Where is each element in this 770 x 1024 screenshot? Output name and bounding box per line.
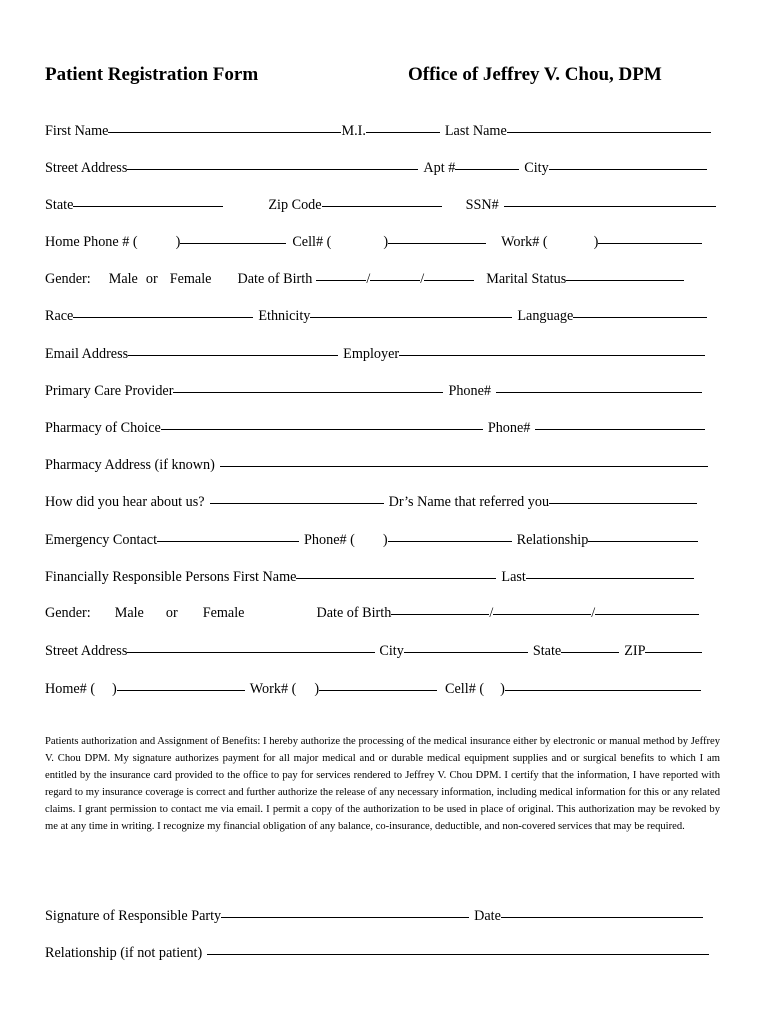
race-label: Race — [45, 308, 74, 324]
responsible-dob-month-field[interactable] — [391, 600, 489, 615]
responsible-work-label: Work# ( — [249, 681, 297, 697]
dob-year-field[interactable] — [424, 266, 474, 281]
referral-row — [45, 489, 725, 511]
home-phone-label: Home Phone # ( — [45, 234, 138, 250]
ssn-field[interactable] — [504, 192, 716, 207]
signature-label: Signature of Responsible Party — [45, 908, 222, 924]
signature-row — [45, 903, 725, 925]
first-name-label: First Name — [45, 123, 109, 139]
hear-label: How did you hear about us? — [45, 494, 205, 510]
pharmacy-phone-field[interactable] — [535, 415, 705, 430]
street-label: Street Address — [45, 160, 128, 176]
cell-field[interactable] — [388, 229, 486, 244]
pharmacy-address-label: Pharmacy Address (if known) — [45, 457, 215, 473]
city-label: City — [524, 160, 549, 176]
responsible-gender-row: Gender: Male or Female Date of Birth / / — [45, 600, 725, 622]
emergency-relationship-label: Relationship — [516, 532, 589, 548]
employer-label: Employer — [343, 346, 400, 362]
responsible-zip-field[interactable] — [645, 638, 702, 653]
apt-field[interactable] — [455, 155, 519, 170]
state-row — [45, 192, 725, 214]
relationship-row — [45, 940, 725, 962]
ssn-label: SSN# — [465, 197, 499, 213]
email-field[interactable] — [128, 341, 338, 356]
apt-label: Apt # — [423, 160, 456, 176]
form-title: Patient Registration Form — [45, 64, 259, 85]
responsible-or-text: or — [165, 605, 178, 621]
office-name: Office of Jeffrey V. Chou, DPM — [408, 64, 662, 85]
pharmacy-address-field[interactable] — [220, 452, 708, 467]
pharmacy-field[interactable] — [161, 415, 483, 430]
signature-relationship-label: Relationship (if not patient) — [45, 945, 203, 961]
pcp-label: Primary Care Provider — [45, 383, 174, 399]
language-field[interactable] — [573, 303, 707, 318]
name-row — [45, 118, 725, 140]
responsible-last-label: Last — [501, 569, 526, 585]
gender-label: Gender: — [45, 271, 91, 287]
pcp-phone-field[interactable] — [496, 378, 702, 393]
state-label: State — [45, 197, 74, 213]
responsible-home-label: Home# ( — [45, 681, 96, 697]
emergency-phone-label: Phone# ( — [304, 532, 355, 548]
responsible-city-field[interactable] — [404, 638, 528, 653]
race-field[interactable] — [73, 303, 253, 318]
emergency-relationship-field[interactable] — [588, 527, 698, 542]
zip-field[interactable] — [322, 192, 442, 207]
signature-field[interactable] — [221, 903, 469, 918]
responsible-street-field[interactable] — [127, 638, 375, 653]
signature-date-field[interactable] — [501, 903, 703, 918]
language-label: Language — [517, 308, 574, 324]
responsible-gender-label: Gender: — [45, 605, 91, 621]
dob-day-field[interactable] — [370, 266, 420, 281]
referred-label: Dr’s Name that referred you — [388, 494, 550, 510]
responsible-home-field[interactable] — [117, 676, 245, 691]
or-text: or — [145, 271, 158, 287]
dob-month-field[interactable] — [316, 266, 366, 281]
responsible-phone-row: Home# ( ) Work# ( ) Cell# ( ) — [45, 676, 725, 698]
dob-label: Date of Birth — [237, 271, 313, 287]
phone-row: Home Phone # ( ) Cell# ( ) Work# ( ) — [45, 229, 725, 251]
state-field[interactable] — [73, 192, 223, 207]
authorization-paragraph: Patients authorization and Assignment of Benefits: I hereby authorize the processing of the medical insurance either by electronic or manual method by Jeffrey V. Chou DPM. My signature authorizes payment for all major medical and or durable medical equipment supplies and or surgical benefits to which I am entitled by the insurance card provided to the office to pay for services rendered to Jeffrey V. Chou DPM. I certify that the information, I have reported with regard to my insurance coverage is correct and further authorize the release of any necessary information, including medical information for this or any related claims. I grant permission to contact me via email. I permit a copy of the authorization to be used in place of original. This authorization may be revoked by me at any time in writing. I recognize my financial obligation of any balance, co-insurance, deductible, and non-covered services that may be required. — [45, 736, 720, 832]
responsible-street-label: Street Address — [45, 643, 128, 659]
pharmacy-address-row — [45, 452, 725, 474]
zip-label: Zip Code — [268, 197, 322, 213]
responsible-state-field[interactable] — [561, 638, 619, 653]
responsible-first-field[interactable] — [296, 564, 496, 579]
pcp-phone-label: Phone# — [448, 383, 492, 399]
race-row — [45, 303, 725, 325]
pharmacy-phone-label: Phone# — [487, 420, 531, 436]
hear-field[interactable] — [210, 489, 384, 504]
responsible-male-option[interactable]: Male — [114, 605, 144, 621]
responsible-dob-day-field[interactable] — [493, 600, 591, 615]
last-name-label: Last Name — [444, 123, 507, 139]
ethnicity-field[interactable] — [310, 303, 512, 318]
emergency-phone-field[interactable] — [388, 527, 512, 542]
marital-field[interactable] — [566, 266, 684, 281]
emergency-field[interactable] — [157, 527, 299, 542]
first-name-field[interactable] — [108, 118, 341, 133]
responsible-dob-year-field[interactable] — [595, 600, 699, 615]
responsible-last-field[interactable] — [526, 564, 694, 579]
referred-field[interactable] — [549, 489, 697, 504]
employer-field[interactable] — [399, 341, 705, 356]
city-field[interactable] — [549, 155, 707, 170]
email-label: Email Address — [45, 346, 129, 362]
responsible-cell-label: Cell# ( — [445, 681, 485, 697]
male-option[interactable]: Male — [108, 271, 138, 287]
emergency-label: Emergency Contact — [45, 532, 158, 548]
cell-label: Cell# ( — [292, 234, 332, 250]
pharmacy-row — [45, 415, 725, 437]
responsible-address-row — [45, 638, 725, 660]
gender-row: Gender: Male or Female Date of Birth / / Marital Status — [45, 266, 725, 288]
responsible-name-row — [45, 564, 725, 586]
pharmacy-label: Pharmacy of Choice — [45, 420, 161, 436]
responsible-state-label: State — [532, 643, 562, 659]
pcp-row — [45, 378, 725, 400]
mi-label: M.I. — [341, 123, 366, 139]
emergency-row: Emergency Contact Phone# ( ) Relationship — [45, 527, 725, 549]
ethnicity-label: Ethnicity — [258, 308, 311, 324]
responsible-first-label: Financially Responsible Persons First Name — [45, 569, 297, 585]
pcp-field[interactable] — [173, 378, 443, 393]
email-row — [45, 341, 725, 363]
responsible-dob-label: Date of Birth — [316, 605, 392, 621]
mi-field[interactable] — [366, 118, 440, 133]
responsible-zip-label: ZIP — [624, 643, 646, 659]
signature-date-label: Date — [474, 908, 501, 924]
signature-relationship-field[interactable] — [207, 940, 709, 955]
last-name-field[interactable] — [507, 118, 711, 133]
responsible-female-option[interactable]: Female — [202, 605, 245, 621]
work-label: Work# ( — [501, 234, 548, 250]
marital-label: Marital Status — [486, 271, 567, 287]
home-phone-field[interactable] — [180, 229, 286, 244]
responsible-cell-field[interactable] — [505, 676, 701, 691]
female-option[interactable]: Female — [169, 271, 212, 287]
responsible-city-label: City — [379, 643, 404, 659]
street-field[interactable] — [127, 155, 418, 170]
responsible-work-field[interactable] — [319, 676, 437, 691]
work-field[interactable] — [598, 229, 702, 244]
address-row — [45, 155, 725, 177]
